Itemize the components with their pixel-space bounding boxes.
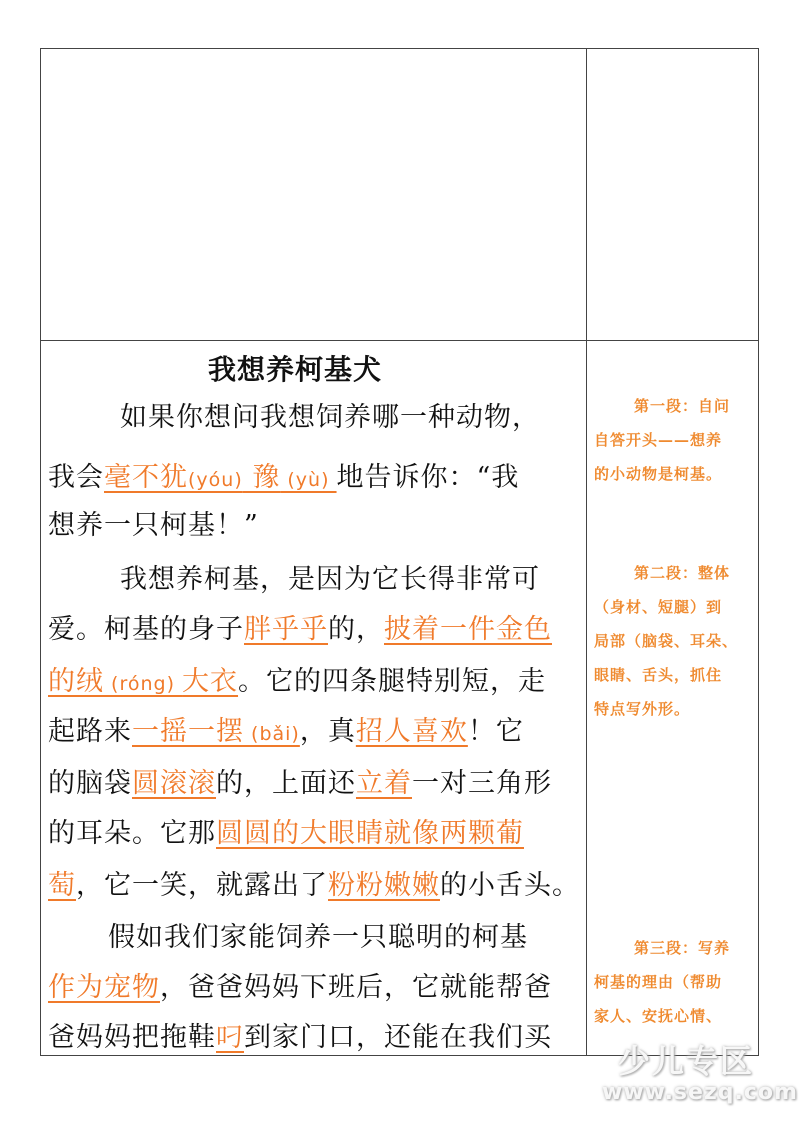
text: 我想养柯基，是因为它长得非常可 [120, 564, 540, 595]
highlight [48, 666, 238, 697]
annotation-line: 眼睛、舌头，抓住 [594, 666, 723, 684]
pinyin: (yóu) [188, 469, 243, 491]
text: 的，上面还 [216, 768, 356, 799]
essay-line-1 [120, 398, 540, 438]
essay-line-8 [48, 764, 552, 804]
annotation-line: 柯基的理由（帮助 [594, 973, 723, 991]
text: 假如我们家能饲养一只聪明的柯基 [108, 922, 528, 953]
essay-line-7 [48, 712, 524, 754]
annotation-paragraph-3 [594, 931, 754, 1051]
text: 如果你想问我想饲养哪一种动物， [120, 402, 540, 433]
text: ！它 [467, 716, 524, 747]
annotation-paragraph-2 [594, 556, 754, 726]
highlight: 招人喜欢 [355, 716, 468, 747]
text: 我会 [48, 462, 104, 493]
text: ，爸爸妈妈下班后，它就能帮爸 [160, 972, 552, 1003]
text: 到家门口，还能在我们买 [244, 1022, 552, 1053]
text: ，它一笑，就露出了 [76, 870, 328, 901]
text: 的， [328, 614, 384, 645]
highlight: 胖乎乎 [244, 614, 328, 645]
essay-line-13 [48, 1018, 552, 1056]
text: 一摇一摆 [132, 716, 244, 747]
highlight: 萄 [48, 870, 76, 901]
text: 的脑袋 [48, 768, 132, 799]
text: 爱。柯基的身子 [48, 614, 244, 645]
annotation-line: 局部（脑袋、耳朵、 [594, 632, 739, 650]
highlight: 作为宠物 [48, 972, 160, 1003]
text: 的小舌头。 [440, 870, 580, 901]
highlight: 立着 [356, 768, 412, 799]
essay-line-6 [48, 662, 546, 704]
text: 想养一只柯基！” [48, 510, 259, 541]
text: ，真 [299, 716, 356, 747]
annotation-line: 家人、安抚心情、 [594, 1007, 723, 1025]
column-divider [586, 49, 587, 1055]
text: 的绒 [48, 666, 104, 697]
essay-line-2 [48, 458, 519, 500]
text: 大衣 [182, 666, 239, 697]
text: 爸妈妈把拖鞋 [48, 1022, 216, 1053]
highlight: 粉粉嫩嫩 [328, 870, 440, 901]
text: 地告诉你：“我 [336, 462, 520, 493]
text: 起路来 [48, 716, 132, 747]
annotation-line: 第二段：整体 [634, 564, 731, 582]
essay-line-12 [48, 968, 552, 1008]
text: 一对三角形 [412, 768, 552, 799]
essay-line-3 [48, 506, 259, 546]
essay-title: 我想养柯基犬 [208, 353, 383, 386]
essay-line-11 [108, 918, 528, 958]
annotation-line: 的小动物是柯基。 [594, 465, 723, 483]
annotation-line: （身材、短腿）到 [594, 598, 723, 616]
pinyin: (bǎi) [244, 723, 300, 745]
essay-line-4 [120, 560, 540, 600]
annotation-line: 第一段：自问 [634, 397, 731, 415]
annotation-line: 第三段：写养 [634, 939, 731, 957]
text: 。它的四条腿特别短，走 [238, 666, 547, 697]
essay-line-10 [48, 866, 580, 906]
essay-body [48, 340, 583, 1056]
essay-line-5 [48, 610, 552, 650]
highlight [132, 716, 300, 747]
highlight: 叼 [216, 1022, 244, 1053]
text: 豫 [242, 462, 281, 493]
essay-line-9 [48, 814, 524, 854]
watermark-url: www.sezq.com [602, 1080, 798, 1105]
watermark-logo-text: 少儿专区 [618, 1042, 755, 1080]
highlight: 圆滚滚 [132, 768, 216, 799]
highlight [104, 462, 337, 493]
annotation-line: 自答开头——想养 [594, 431, 723, 449]
highlight: 圆圆的大眼睛就像两颗葡 [216, 818, 524, 849]
text: 的耳朵。它那 [48, 818, 216, 849]
pinyin: (yù) [280, 469, 337, 491]
text: 毫不犹 [104, 462, 188, 493]
pinyin: (róng) [104, 673, 183, 695]
annotation-paragraph-1 [594, 389, 754, 491]
annotation-line: 特点写外形。 [594, 700, 691, 718]
highlight: 披着一件金色 [384, 614, 552, 645]
